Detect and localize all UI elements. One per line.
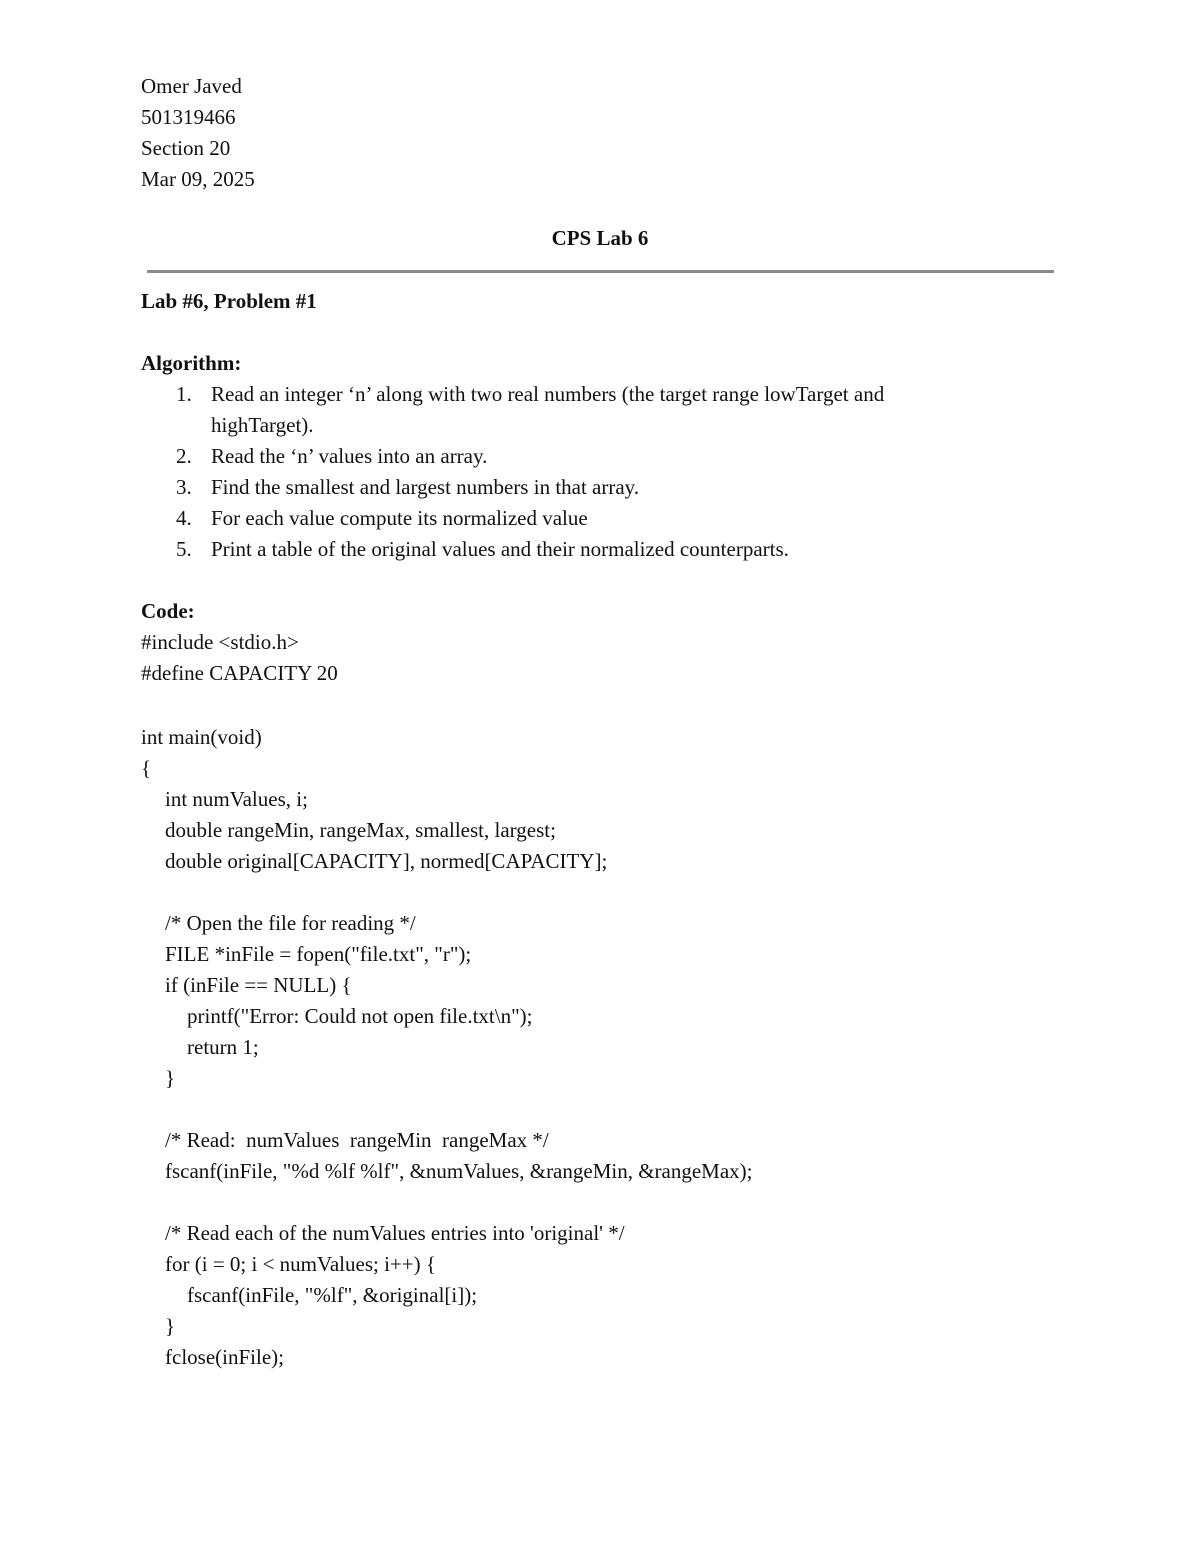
step-number: 3.	[176, 475, 192, 499]
problem-heading: Lab #6, Problem #1	[141, 289, 317, 313]
code-line: /* Open the file for reading */	[165, 911, 416, 935]
code-line: {	[141, 756, 152, 780]
step-text: For each value compute its normalized value	[211, 506, 588, 530]
algorithm-heading: Algorithm:	[141, 351, 242, 375]
code-line: if (inFile == NULL) {	[165, 973, 352, 997]
code-line: fscanf(inFile, "%lf", &original[i]);	[187, 1283, 478, 1307]
code-line: }	[165, 1066, 176, 1090]
code-line: printf("Error: Could not open file.txt\n");	[187, 1004, 533, 1028]
code-line: #include <stdio.h>	[141, 630, 299, 654]
step-number: 1.	[176, 382, 192, 406]
horizontal-divider	[147, 270, 1054, 273]
code-line: int numValues, i;	[165, 787, 308, 811]
section: Section 20	[141, 136, 231, 160]
student-id: 501319466	[141, 105, 236, 129]
code-line: double original[CAPACITY], normed[CAPACITY];	[165, 849, 608, 873]
code-line: fclose(inFile);	[165, 1345, 284, 1369]
date: Mar 09, 2025	[141, 167, 255, 191]
code-line: for (i = 0; i < numValues; i++) {	[165, 1252, 436, 1276]
code-line: fscanf(inFile, "%d %lf %lf", &numValues, &rangeMin, &rangeMax);	[165, 1159, 753, 1183]
step-text-continued: highTarget).	[211, 413, 314, 437]
step-text: Read an integer ‘n’ along with two real numbers (the target range lowTarget and	[211, 382, 885, 406]
step-number: 4.	[176, 506, 192, 530]
code-line: int main(void)	[141, 725, 262, 749]
code-line: FILE *inFile = fopen("file.txt", "r");	[165, 942, 472, 966]
step-text: Find the smallest and largest numbers in that array.	[211, 475, 640, 499]
code-line: return 1;	[187, 1035, 259, 1059]
code-line: }	[165, 1314, 176, 1338]
code-line: #define CAPACITY 20	[141, 661, 338, 685]
step-number: 5.	[176, 537, 192, 561]
step-text: Print a table of the original values and their normalized counterparts.	[211, 537, 789, 561]
code-line: /* Read each of the numValues entries into 'original' */	[165, 1221, 625, 1245]
code-heading: Code:	[141, 599, 195, 623]
document-title: CPS Lab 6	[551, 226, 649, 250]
step-text: Read the ‘n’ values into an array.	[211, 444, 488, 468]
code-line: double rangeMin, rangeMax, smallest, largest;	[165, 818, 556, 842]
code-line: /* Read: numValues rangeMin rangeMax */	[165, 1128, 549, 1152]
author-name: Omer Javed	[141, 74, 242, 98]
step-number: 2.	[176, 444, 192, 468]
